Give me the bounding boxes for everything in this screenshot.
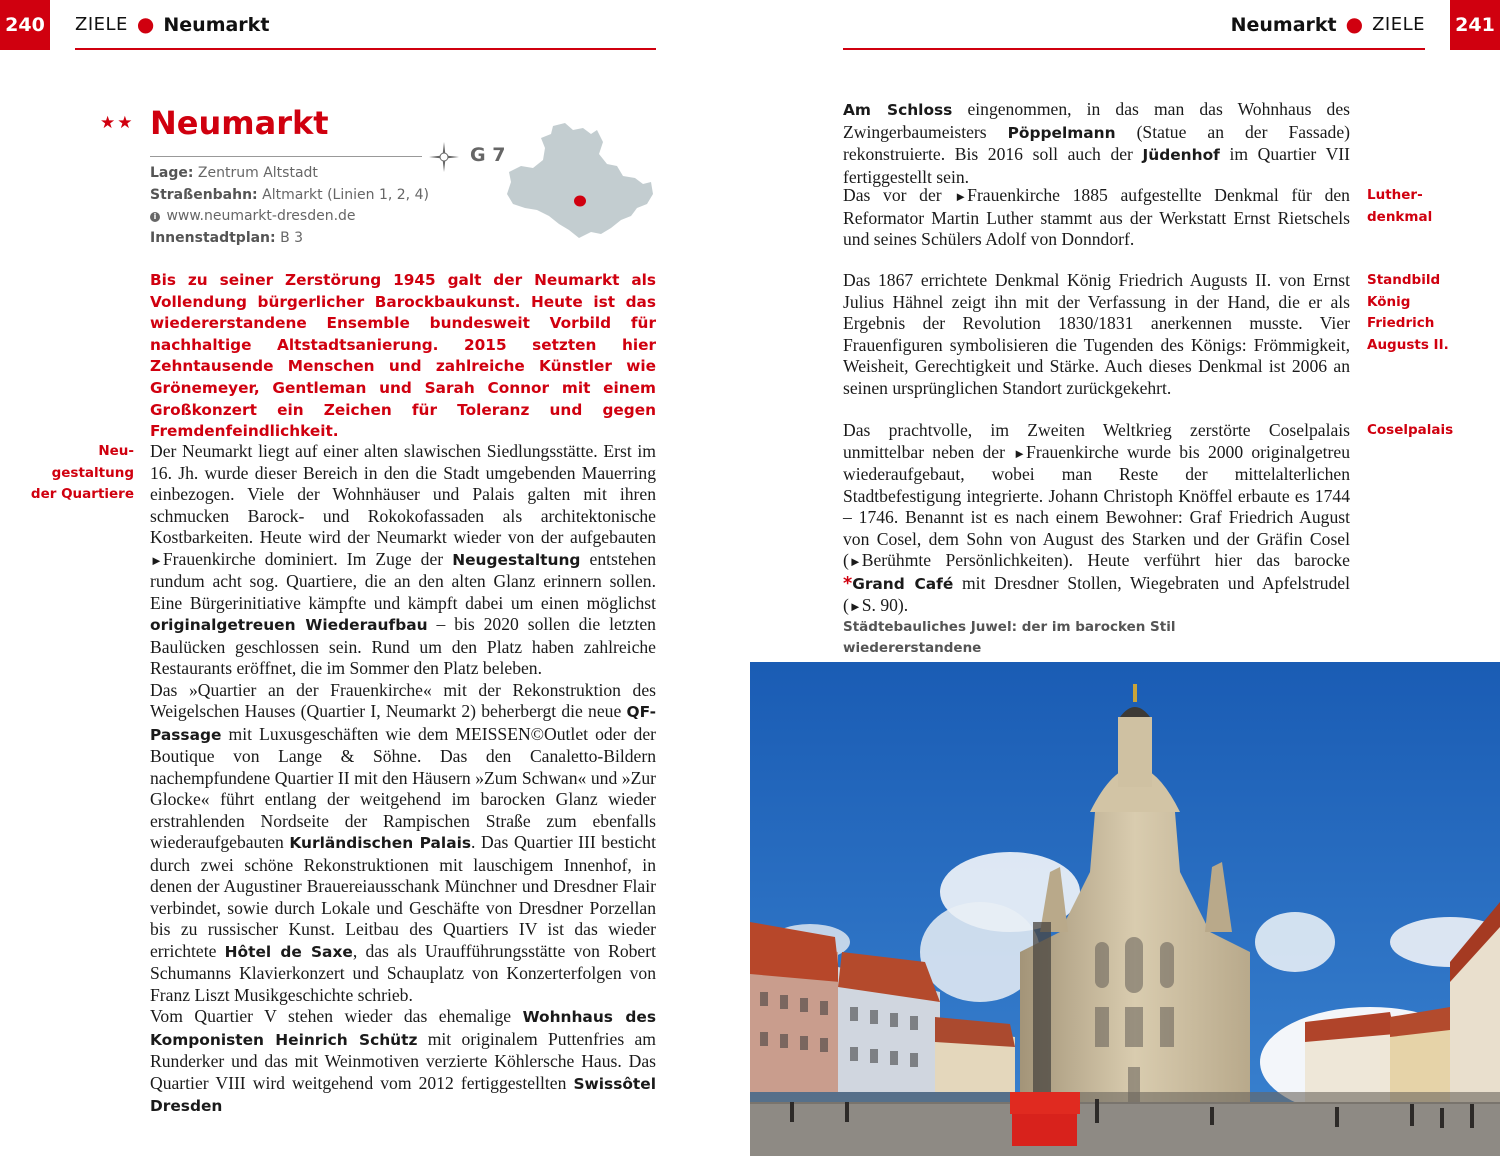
fact-location: Lage: Zentrum Altstadt bbox=[150, 165, 318, 181]
page-number-right: 241 bbox=[1450, 0, 1500, 50]
paragraph: Das »Quartier an der Frauenkirche« mit der Rekonstruktion des Weigelschen Hauses (Quartier I, Neumarkt 2) beherbergt die neue QF-Passage mit Luxusgeschäften wie dem MEISSEN©Outlet oder der Boutique von Lange & Söhne. Das den Canaletto-Bildern nachempfundene Quartier II mit den Häusern »Zum Schwan« und »Zur Glocke« führt entlang der weitgehend im barocken Glanz wieder erstrahlenden Nordseite der Rampischen Straße zum ebenfalls wiederaufgebauten Kurländischen Palais. Das Quartier III besticht durch zwei schöne Rekonstruktionen mit lauschigem Innenhof, in denen der Augustiner Brauereiausschank Münchner und Dresdner Flair verbindet, sowie durch Lokale und Geschäfte von Dresdner Porzellan bis zu russischer Kunst. Leitbau des Quartiers IV ist das wieder errichtete Hôtel de Saxe, das als Uraufführungsstätte von Robert Schumanns Klavierkonzert und Schauplatz von Konzerterfolgen von Franz Liszt Musikgeschichte schrieb. bbox=[150, 679, 656, 1005]
cross-reference-arrow-icon: ► bbox=[150, 552, 163, 568]
info-icon: i bbox=[150, 212, 160, 222]
cross-reference-arrow-icon: ► bbox=[1013, 445, 1027, 461]
body-paragraph-schloss: Am Schloss eingenommen, in das man das Wohnhaus des Zwingerbaumeisters Pöppelmann (Statue an der Fassade) rekonstruierte. Bis 2016 soll auch der Jüdenhof im Quartier VII fertiggestellt sein. bbox=[843, 99, 1351, 187]
cross-reference-arrow-icon: ► bbox=[848, 599, 862, 614]
fact-website bbox=[150, 206, 429, 228]
city-locator-map bbox=[503, 120, 655, 242]
running-head-topic: Neumarkt bbox=[163, 14, 270, 36]
lead-paragraph: Bis zu seiner Zerstörung 1945 galt der Neumarkt als Vollendung bürgerlicher Barockbaukunst. Heute ist das wiedererstandene Ensemble bundesweit Vorbild für nachhaltige Altstadtsanierung. 2015 setzten hier Zehntausende Menschen und zahlreiche Künstler wie Grönemeyer, Gentleman und Sarah Connor mit einem Großkonzert ein Zeichen für Toleranz und gegen Fremdenfeindlichkeit. bbox=[150, 271, 656, 441]
paragraph: Vom Quartier V stehen wieder das ehemalige Wohnhaus des Komponisten Heinrich Schütz mit originalem Puttenfries am Runderker und das mit Weinmotiven verzierte Köhlersche Haus. Das Quartier VIII wird weitgehend vom 2012 fertiggestellten Swissôtel Dresden bbox=[150, 1006, 656, 1115]
paragraph: Der Neumarkt liegt auf einer alten slawischen Siedlungsstätte. Erst im 16. Jh. wurde dieser Bereich in den die Stadt umgebenden Mauerring einbezogen. Viele der Wohnhäuser und Palais galten mit ihren schmucken Barock- und Rokokofassaden als architektonische Kostbarkeiten. Heute wird der Neumarkt wieder von der aufgebauten ►Frauenkirche dominiert. Im Zuge der Neugestaltung entstehen rundum acht sog. Quartiere, die an den alten Glanz erinnern sollen. Eine Bürgerinitiative kämpfte und kämpft dabei um einen möglichst originalgetreuen Wiederaufbau – bis 2020 sollen die letzten Baulücken geschlossen sein. Rund um den Platz haben zahlreiche Restaurants eröffnet, die im Sommer den Platz beleben. bbox=[150, 441, 656, 678]
page-title: Neumarkt bbox=[150, 104, 329, 142]
photo-caption: Städtebauliches Juwel: der im barocken Stil wiedererstandene bbox=[843, 619, 1176, 656]
running-head-left bbox=[75, 14, 656, 50]
photo-illustration bbox=[750, 662, 1500, 1156]
fact-tram: Straßenbahn: Altmarkt (Linien 1, 2, 4) bbox=[150, 186, 429, 203]
website-link[interactable]: www.neumarkt-dresden.de bbox=[166, 208, 356, 224]
cross-reference-arrow-icon: ► bbox=[954, 189, 968, 204]
running-head-right bbox=[843, 14, 1425, 50]
body-paragraph-standbild: Das 1867 errichtete Denkmal König Friedrich Augusts II. von Ernst Julius Hähnel zeigt ihn mit der Verfassung in der Hand, die er als Ergebnis der Revolution 1830/1831 anerkennen musste. Vier Frauenfiguren symbolisieren die Tugenden des Königs: Frömmigkeit, Weisheit, Gerechtigkeit und Stärke. Auch dieses Denkmal ist 2006 an seinen ursprünglichen Standort zurückgekehrt. bbox=[843, 270, 1350, 398]
page-number-left: 240 bbox=[0, 0, 50, 50]
map-grid-reference: G 7 bbox=[470, 144, 506, 166]
cross-reference-arrow-icon: ► bbox=[848, 554, 862, 569]
running-head-section: ZIELE bbox=[1372, 14, 1425, 35]
highlight-star-icon: * bbox=[843, 573, 853, 594]
body-paragraph-coselpalais: Das prachtvolle, im Zweiten Weltkrieg zerstörte Coselpalais unmittelbar neben der ►Frauenkirche wurde bis 2000 originalgetreu wiederaufgebaut, wobei man Reste der mittelalterlichen Stadtbefestigung integrierte. Johann Christoph Knöffel erbaute es 1744 – 1746. Benannt ist es nach einem Bewohner: Graf Friedrich August von Cosel, dem Sohn von August des Starken und der Gräfin Cosel (►Berühmte Persönlichkeiten). Heute verführt hier das barocke *Grand Café mit Dresdner Stollen, Wiegebraten und Apfelstrudel (►S. 90). bbox=[843, 420, 1351, 615]
running-head-section: ZIELE bbox=[75, 14, 128, 35]
fact-city-plan: Innenstadtplan: B 3 bbox=[150, 229, 304, 246]
title-divider bbox=[150, 156, 422, 157]
margin-note-lutherdenkmal: Luther- denkmal bbox=[1367, 187, 1433, 225]
running-head-topic: Neumarkt bbox=[1230, 14, 1337, 36]
margin-note-standbild: Standbild König Friedrich Augusts II. bbox=[1367, 272, 1449, 353]
margin-note-neugestaltung: Neu- gestaltung der Quartiere bbox=[30, 443, 134, 502]
fact-box bbox=[150, 163, 429, 249]
rating-stars-icon: ★★ bbox=[100, 113, 135, 133]
body-paragraph-lutherdenkmal: Das vor der ►Frauenkirche 1885 aufgestellte Denkmal für den Reformator Martin Luther stammt aus der Werkstatt Ernst Rietschels und seines Schülers Adolf von Donndorf. bbox=[843, 185, 1350, 249]
body-text-left bbox=[150, 441, 656, 1118]
frauenkirche-photo bbox=[750, 662, 1500, 1156]
margin-note-coselpalais: Coselpalais bbox=[1367, 422, 1454, 438]
bullet-icon: ● bbox=[1345, 12, 1364, 36]
bullet-icon: ● bbox=[136, 12, 155, 36]
compass-icon bbox=[428, 141, 460, 173]
